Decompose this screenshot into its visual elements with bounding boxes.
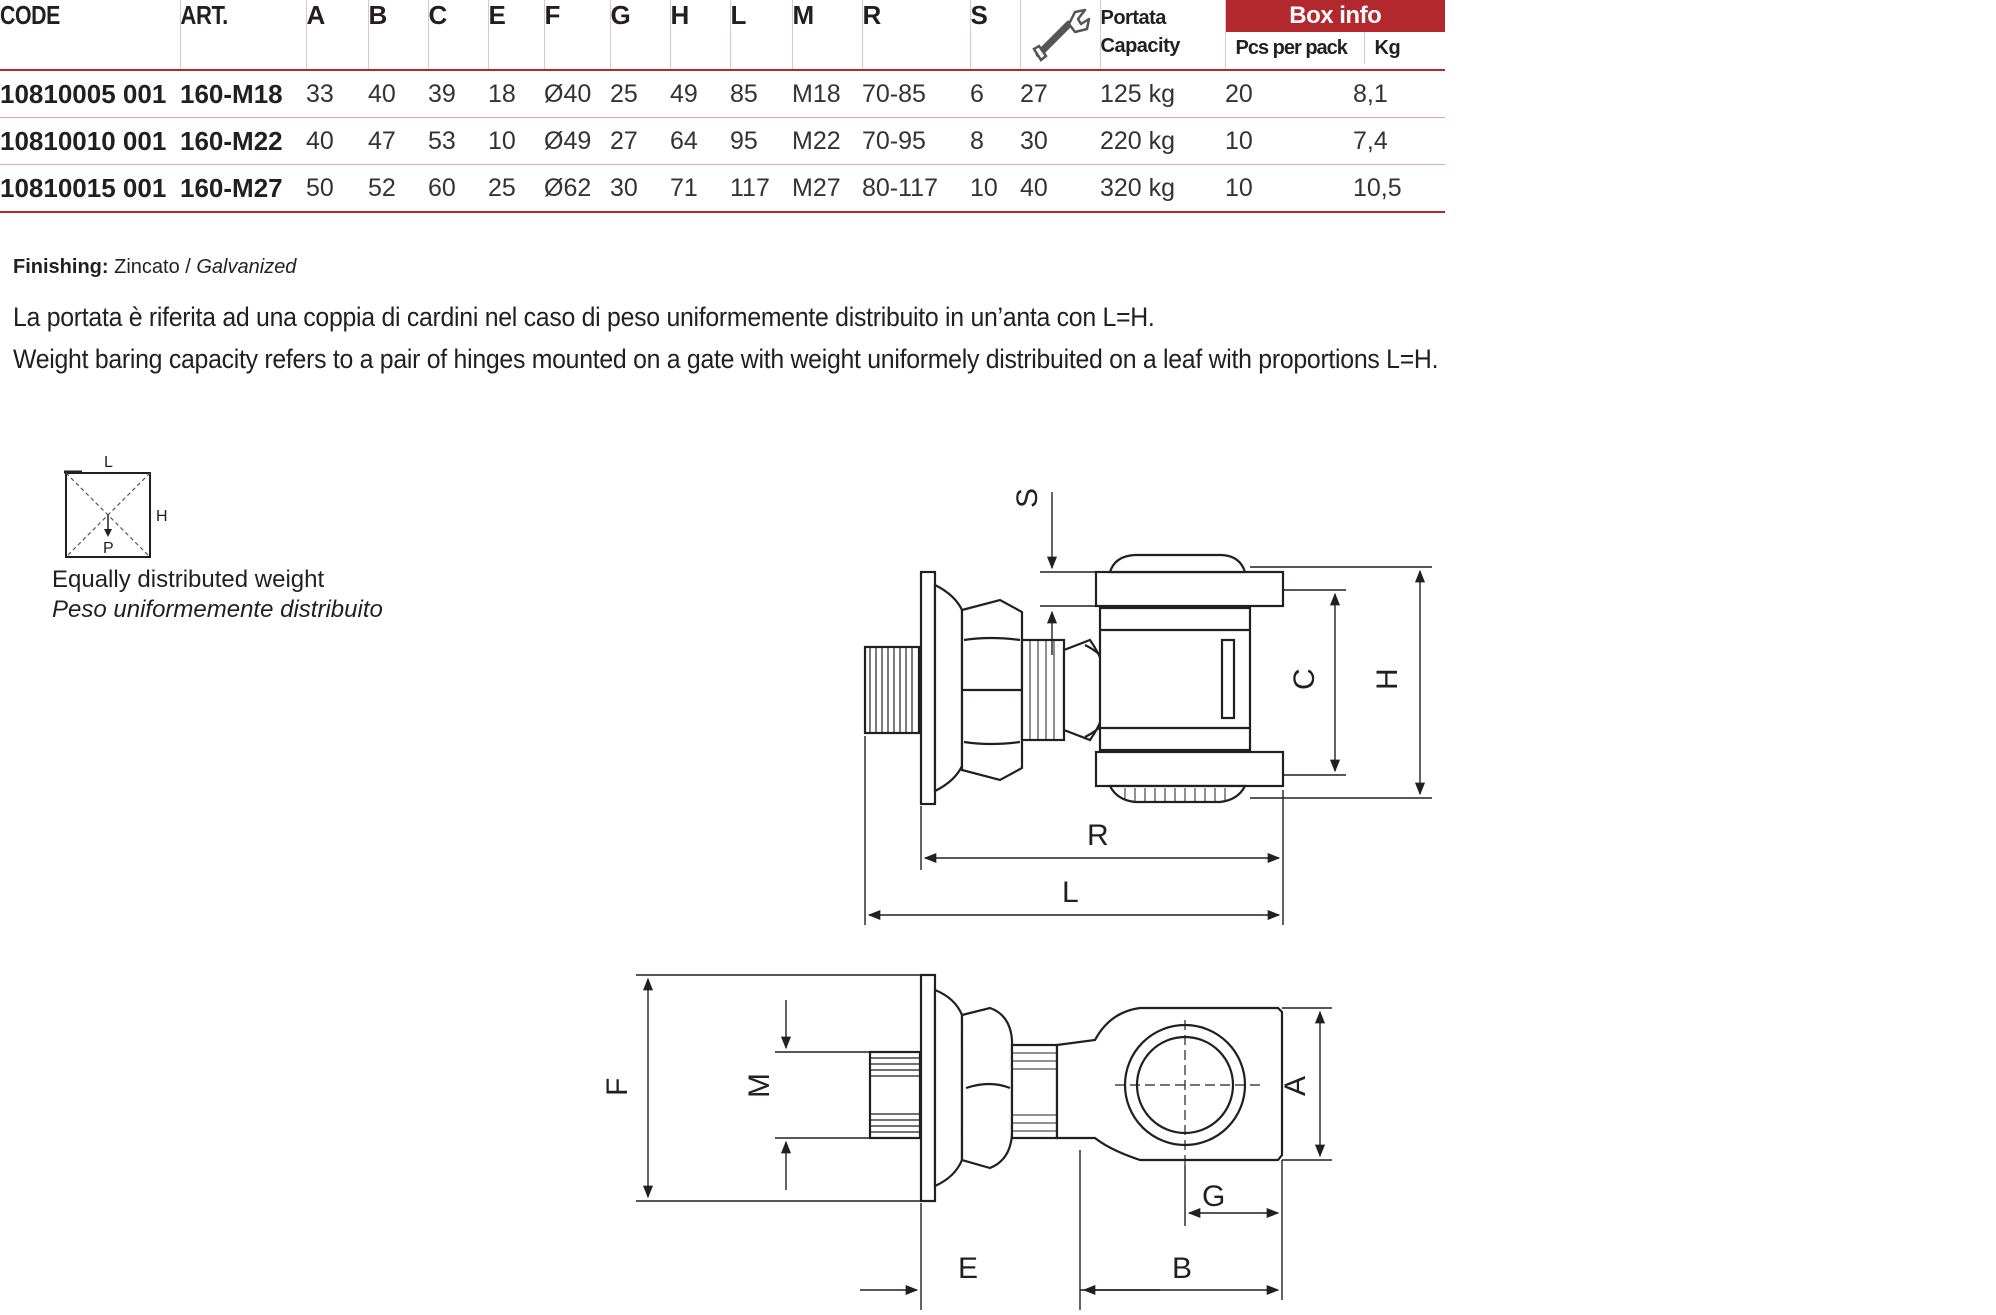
box-info-pcs-label: Pcs per pack <box>1226 32 1365 64</box>
cell-b: 47 <box>368 118 428 165</box>
cell-capacity: 220 kg <box>1100 118 1225 165</box>
capacity-note-it: La portata è riferita ad una coppia di cardini nel caso di peso uniformemente distribuito in un’anta con L=H. <box>13 302 1155 332</box>
cell-code: 10810010 001 <box>0 118 180 165</box>
dim-label-h: H <box>1371 668 1404 690</box>
dim-label-r: R <box>1087 819 1109 852</box>
cell-h: 71 <box>670 165 730 213</box>
cell-f: Ø49 <box>544 118 610 165</box>
col-header-m: M <box>792 0 862 70</box>
cell-pcs-per-pack: 20 <box>1225 70 1353 118</box>
col-header-e: E <box>488 0 544 70</box>
col-header-code: CODE <box>0 0 148 70</box>
cell-r: 70-95 <box>862 118 970 165</box>
cell-g: 27 <box>610 118 670 165</box>
dim-label-a: A <box>1279 1075 1312 1096</box>
col-header-h: H <box>670 0 730 70</box>
finishing-it: Zincato <box>114 256 180 278</box>
capacity-header-it: Portata <box>1100 7 1166 29</box>
cell-c: 39 <box>428 70 488 118</box>
bottom-plate <box>1096 752 1283 786</box>
washer-plate <box>921 975 935 1201</box>
legend-label-l: L <box>104 455 113 471</box>
dim-label-e: E <box>958 1252 979 1285</box>
top-view <box>870 975 1282 1201</box>
col-header-art: ART. <box>180 0 287 70</box>
cell-wrench: 30 <box>1020 118 1100 165</box>
top-cap <box>1110 555 1245 572</box>
cell-h: 49 <box>670 70 730 118</box>
cell-g: 30 <box>610 165 670 213</box>
cell-a: 40 <box>306 118 368 165</box>
threaded-stem <box>1022 640 1064 740</box>
legend-label-p: P <box>103 540 114 557</box>
cell-l: 85 <box>730 70 792 118</box>
cell-g: 25 <box>610 70 670 118</box>
cell-h: 64 <box>670 118 730 165</box>
dim-label-m: M <box>743 1073 776 1098</box>
cell-b: 52 <box>368 165 428 213</box>
cell-capacity: 125 kg <box>1100 70 1225 118</box>
cell-wrench: 27 <box>1020 70 1100 118</box>
dim-label-l: L <box>1062 876 1079 909</box>
cell-e: 25 <box>488 165 544 213</box>
cell-art: 160-M18 <box>180 70 306 118</box>
dim-label-b: B <box>1172 1252 1193 1285</box>
col-header-l: L <box>730 0 792 70</box>
legend-label-h: H <box>156 508 168 525</box>
cell-c: 60 <box>428 165 488 213</box>
cell-e: 18 <box>488 70 544 118</box>
finishing-en: Galvanized <box>196 256 297 278</box>
finishing-separator: / <box>179 256 197 278</box>
cell-code: 10810015 001 <box>0 165 180 213</box>
box-info-title: Box info <box>1226 0 1446 32</box>
col-header-b: B <box>368 0 428 70</box>
cell-kg: 8,1 <box>1353 70 1445 118</box>
cell-s: 6 <box>970 70 1020 118</box>
cell-s: 8 <box>970 118 1020 165</box>
box-info-kg-label: Kg <box>1374 37 1401 59</box>
cell-f: Ø62 <box>544 165 610 213</box>
threaded-bolt <box>870 1052 920 1138</box>
cell-b: 40 <box>368 70 428 118</box>
cell-art: 160-M27 <box>180 165 306 213</box>
legend-caption-en: Equally distributed weight <box>52 566 325 593</box>
cell-capacity: 320 kg <box>1100 165 1225 213</box>
col-header-g: G <box>610 0 670 70</box>
cell-kg: 7,4 <box>1353 118 1445 165</box>
cell-a: 33 <box>306 70 368 118</box>
dim-label-g: G <box>1202 1180 1226 1213</box>
cell-pcs-per-pack: 10 <box>1225 165 1353 213</box>
cell-m: M27 <box>792 165 862 213</box>
cell-r: 70-85 <box>862 70 970 118</box>
cell-art: 160-M22 <box>180 118 306 165</box>
cell-f: Ø40 <box>544 70 610 118</box>
top-plate <box>1096 572 1283 606</box>
cell-wrench: 40 <box>1020 165 1100 213</box>
cell-m: M18 <box>792 70 862 118</box>
cell-a: 50 <box>306 165 368 213</box>
cell-kg: 10,5 <box>1353 165 1445 213</box>
capacity-note-en: Weight baring capacity refers to a pair of hinges mounted on a gate with weight uniformely distribuited on a leaf with proportions L=H. <box>13 344 1439 374</box>
barrel-slot <box>1222 640 1234 718</box>
dim-label-f: F <box>601 1077 634 1096</box>
capacity-header-en: Capacity <box>1100 35 1180 57</box>
cell-r: 80-117 <box>862 165 970 213</box>
washer-plate <box>921 572 935 804</box>
cell-l: 95 <box>730 118 792 165</box>
washer-dome <box>935 990 962 1186</box>
finishing-label: Finishing: <box>13 256 109 278</box>
col-header-f: F <box>544 0 610 70</box>
threaded-bolt <box>865 647 919 733</box>
col-header-r: R <box>862 0 970 70</box>
col-header-a: A <box>306 0 368 70</box>
legend-caption-it: Peso uniformemente distribuito <box>52 596 383 623</box>
threaded-stem <box>1012 1045 1057 1138</box>
dim-label-c: C <box>1288 668 1321 690</box>
cell-code: 10810005 001 <box>0 70 180 118</box>
washer-dome <box>935 585 962 791</box>
cell-e: 10 <box>488 118 544 165</box>
cell-m: M22 <box>792 118 862 165</box>
cell-l: 117 <box>730 165 792 213</box>
col-header-s: S <box>970 0 1020 70</box>
cell-c: 53 <box>428 118 488 165</box>
col-header-c: C <box>428 0 488 70</box>
cell-pcs-per-pack: 10 <box>1225 118 1353 165</box>
side-view <box>865 555 1283 804</box>
cell-s: 10 <box>970 165 1020 213</box>
dim-label-s: S <box>1011 487 1044 508</box>
